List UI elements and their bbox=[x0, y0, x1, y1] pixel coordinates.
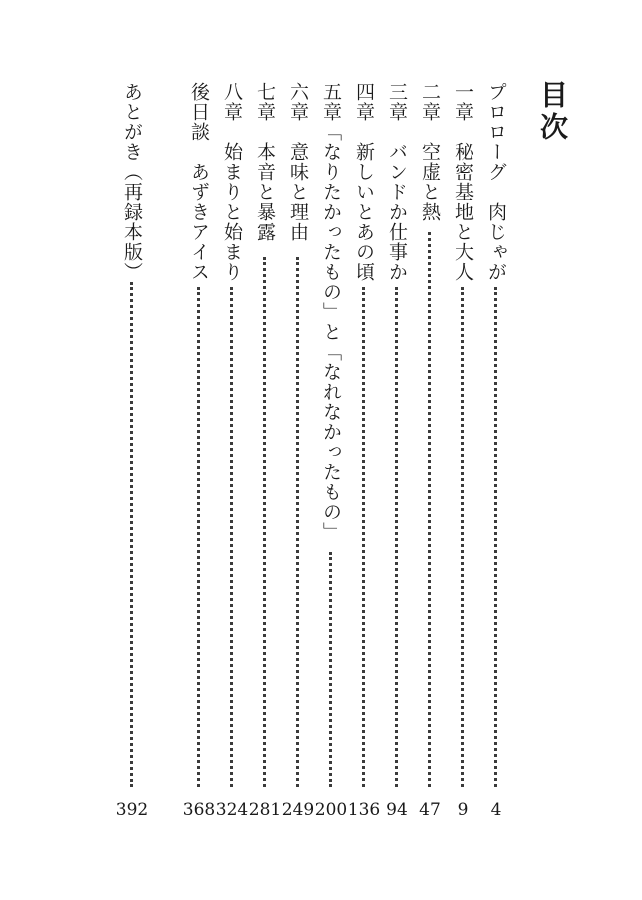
toc-leader-dots bbox=[130, 282, 137, 787]
toc-leader-dots bbox=[329, 552, 336, 787]
toc-page-number: 249 bbox=[281, 800, 315, 820]
toc-entry-label: 二章 空虚と熱 bbox=[419, 82, 441, 222]
toc-entry-epilogue[interactable] bbox=[184, 82, 214, 822]
toc-entry-label: 三章 バンドか仕事か bbox=[386, 82, 408, 282]
toc-page-number: 94 bbox=[386, 800, 408, 820]
toc-entry-chapter-4[interactable] bbox=[349, 82, 379, 822]
toc-page-number: 136 bbox=[347, 800, 381, 820]
toc-entry-prologue[interactable] bbox=[481, 82, 511, 822]
toc-leader-dots bbox=[362, 287, 369, 787]
toc-entry-label: 六章 意味と理由 bbox=[287, 82, 309, 242]
toc-entry-chapter-8[interactable] bbox=[217, 82, 247, 822]
toc-leader-dots bbox=[428, 232, 435, 787]
toc-page-number: 281 bbox=[248, 800, 282, 820]
toc-entry-label: 五章「なりたかったもの」と「なれなかったもの」 bbox=[320, 82, 342, 542]
toc-entry-chapter-1[interactable] bbox=[448, 82, 478, 822]
toc-entry-chapter-5[interactable] bbox=[316, 82, 346, 822]
toc-entry-label: 後日談 あずきアイス bbox=[188, 82, 210, 282]
toc-leader-dots bbox=[395, 287, 402, 787]
toc-entry-label: 四章 新しいとあの頃 bbox=[353, 82, 375, 282]
toc-entry-label: 七章 本音と暴露 bbox=[254, 82, 276, 242]
toc-leader-dots bbox=[296, 257, 303, 787]
toc-title: 目次 bbox=[536, 80, 569, 144]
toc-page-number: 9 bbox=[457, 800, 469, 820]
toc-entry-chapter-3[interactable] bbox=[382, 82, 412, 822]
toc-entry-label: あとがき（再録本版） bbox=[121, 82, 143, 282]
toc-entry-chapter-6[interactable] bbox=[283, 82, 313, 822]
toc-page-number: 392 bbox=[115, 800, 149, 820]
toc-page-number: 200 bbox=[314, 800, 348, 820]
toc-leader-dots bbox=[461, 287, 468, 787]
toc-entry-label: 八章 始まりと始まり bbox=[221, 82, 243, 282]
toc-leader-dots bbox=[230, 287, 237, 787]
toc-entry-afterword[interactable] bbox=[117, 82, 147, 822]
toc-page-number: 368 bbox=[182, 800, 216, 820]
toc-page-number: 324 bbox=[215, 800, 249, 820]
toc-leader-dots bbox=[197, 287, 204, 787]
toc-entry-label: 一章 秘密基地と大人 bbox=[452, 82, 474, 282]
toc-entry-chapter-7[interactable] bbox=[250, 82, 280, 822]
toc-leader-dots bbox=[263, 257, 270, 787]
toc-leader-dots bbox=[494, 287, 501, 787]
toc-page-number: 4 bbox=[490, 800, 502, 820]
toc-page-number: 47 bbox=[419, 800, 441, 820]
toc-entry-label: プロローグ 肉じゃが bbox=[485, 82, 507, 282]
toc-entry-chapter-2[interactable] bbox=[415, 82, 445, 822]
